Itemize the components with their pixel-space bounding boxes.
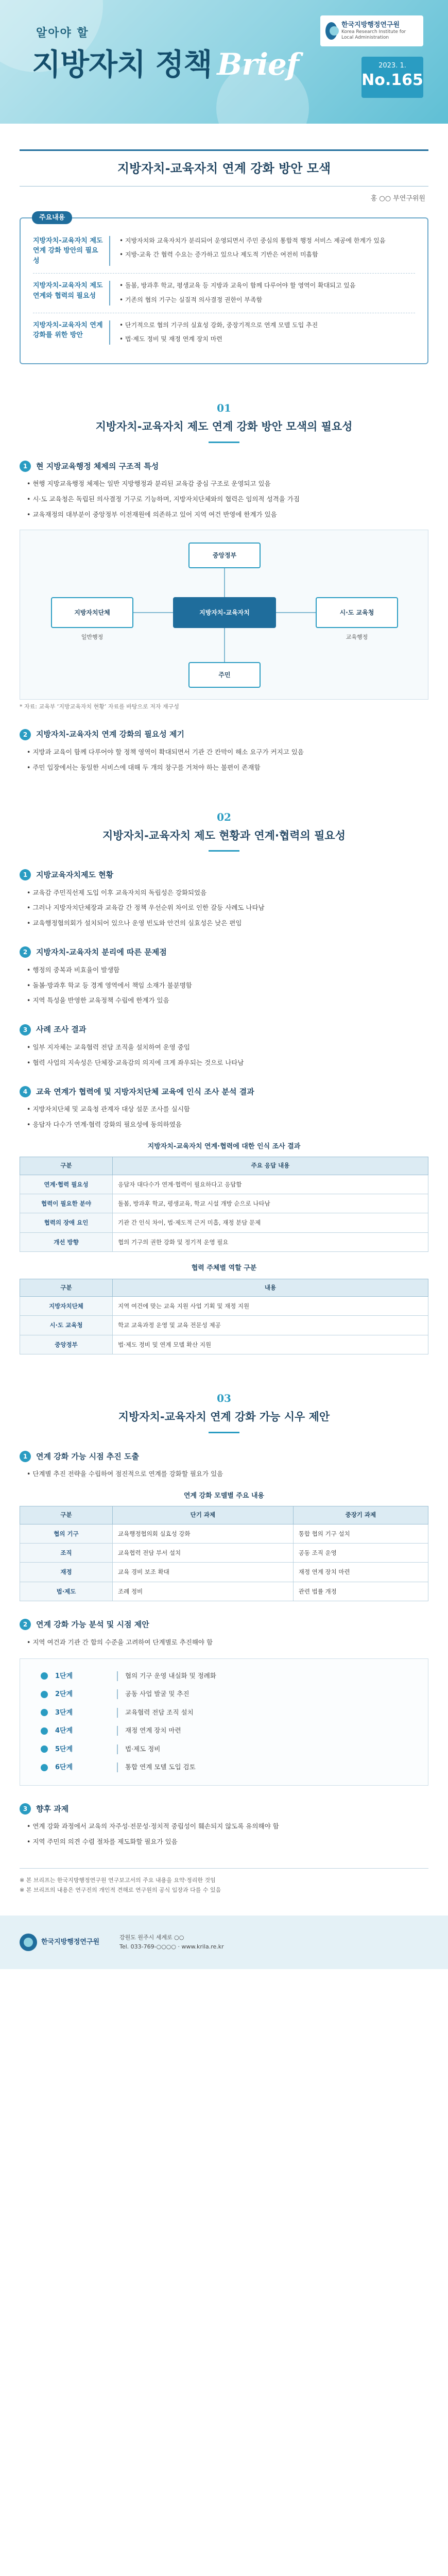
subsection <box>20 1086 428 1130</box>
paragraph: • 시·도 교육청은 독립된 의사결정 기구로 기능하며, 지방자치단체와의 협력은 임의적 성격을 가짐 <box>27 495 300 503</box>
table-cell: 법·제도 정비 및 연계 모델 확산 지원 <box>113 1335 428 1354</box>
table-cell: 교육 경비 보조 확대 <box>113 1563 294 1582</box>
subsection-title: 향후 과제 <box>36 1804 69 1814</box>
section-title: 지방자치-교육자치 연계 강화 가능 시우 제안 <box>118 1411 330 1423</box>
summary-label: 지방자치-교육자치 제도 연계와 협력의 필요성 <box>33 281 110 306</box>
step-dot-icon <box>41 1672 48 1680</box>
table-cell: 협력이 필요한 분야 <box>20 1194 113 1213</box>
paragraph: • 일부 지자체는 교육협력 전담 조직을 설치하여 운영 중임 <box>27 1043 190 1051</box>
subsection <box>20 869 428 929</box>
summary-label: 지방자치-교육자치 연계 강화를 위한 방안 <box>33 320 110 345</box>
paragraph: • 협력 사업의 지속성은 단체장·교육감의 의지에 크게 좌우되는 것으로 나타남 <box>27 1058 244 1066</box>
footer-org: 한국지방행정연구원 <box>41 1938 100 1946</box>
step-dot-icon <box>41 1709 48 1716</box>
table-title: 협력 주체별 역할 구분 <box>191 1264 257 1273</box>
subsection <box>20 1451 428 1480</box>
paragraph: • 지방과 교육이 함께 다루어야 할 정책 영역이 확대되면서 기관 간 칸막이 해소 요구가 커지고 있음 <box>27 748 304 756</box>
section-divider <box>209 1432 239 1433</box>
table-row <box>20 1232 428 1251</box>
table-cell: 교육행정협의회 실효성 강화 <box>113 1524 294 1543</box>
masthead-title-brief: Brief <box>217 47 299 82</box>
paragraph: • 지역 특성을 반영한 교육정책 수립에 한계가 있음 <box>27 996 169 1005</box>
table-cell: 학교 교육과정 운영 및 교육 전문성 제공 <box>113 1316 428 1335</box>
table-cell: 재정 <box>20 1563 113 1582</box>
timeline-step <box>41 1726 407 1736</box>
table-title: 지방자치-교육자치 연계·협력에 대한 인식 조사 결과 <box>147 1142 301 1150</box>
subsection-title: 연계 강화 가능 시점 추진 도출 <box>36 1451 139 1461</box>
summary-row <box>33 229 415 274</box>
references <box>20 1868 428 1895</box>
diagram-note: 교육행정 <box>346 633 368 640</box>
timeline-step <box>41 1708 407 1718</box>
step-dot-icon <box>41 1727 48 1735</box>
org-name-en: Korea Research Institute for Local Administration <box>341 29 406 40</box>
timeline-step <box>41 1671 407 1682</box>
paragraph: • 그러나 지방자치단체장과 교육감 간 정책 우선순위 차이로 인한 갈등 사례도 나타남 <box>27 904 265 912</box>
table-cell: 협력의 장애 요인 <box>20 1213 113 1232</box>
section-number: 01 <box>217 402 231 415</box>
table-row <box>20 1316 428 1335</box>
table-cell: 시·도 교육청 <box>20 1316 113 1335</box>
table-header: 구분 <box>20 1506 113 1524</box>
section-divider <box>209 850 239 852</box>
author: 홍 ○○ 부연구위원 <box>370 195 425 202</box>
paragraph: • 지역 주민의 의견 수렴 절차를 제도화할 필요가 있음 <box>27 1837 178 1845</box>
masthead-tagline: 알아야 할 <box>36 27 89 40</box>
table-title: 연계 강화 모델별 주요 내용 <box>183 1492 265 1500</box>
page-title: 지방자치-교육자치 연계 강화 방안 모색 <box>20 149 428 187</box>
diagram-connector <box>133 612 173 613</box>
table-header: 단기 과제 <box>113 1506 294 1524</box>
diagram-center: 지방자치-교육자치 <box>173 597 276 628</box>
table-cell: 조례 정비 <box>113 1582 294 1601</box>
org-emblem-icon <box>325 22 337 40</box>
table-header: 구분 <box>20 1157 113 1175</box>
section-title: 지방자치-교육자치 제도 현황과 연계·협력의 필요성 <box>102 829 346 842</box>
footer-contact: Tel. 033-769-○○○○ · www.krila.re.kr <box>119 1943 224 1951</box>
step-stage: 5단계 <box>55 1745 73 1753</box>
table-header-row <box>20 1506 428 1524</box>
section-divider <box>209 442 239 443</box>
figure-caption: * 자료: 교육부 ‘지방교육자치 현황’ 자료를 바탕으로 저자 재구성 <box>20 703 179 710</box>
table-row <box>20 1296 428 1315</box>
step-dot-icon <box>41 1691 48 1698</box>
step-desc: 교육협력 전담 조직 설치 <box>117 1708 194 1718</box>
paragraph: • 주민 입장에서는 동일한 서비스에 대해 두 개의 창구를 거쳐야 하는 불편이 존재함 <box>27 763 261 771</box>
table-cell: 조직 <box>20 1544 113 1563</box>
model-table <box>20 1506 428 1601</box>
table-cell: 개선 방향 <box>20 1232 113 1251</box>
summary-box <box>20 213 428 365</box>
reference-line: ※ 본 브리프는 한국지방행정연구원 연구보고서의 주요 내용을 요약·정리한 것임 <box>20 1876 216 1884</box>
table-cell: 관련 법률 개정 <box>293 1582 428 1601</box>
subsection <box>20 461 428 520</box>
footer-logo <box>20 1934 107 1951</box>
table-row <box>20 1524 428 1543</box>
bullet-icon: 2 <box>20 946 31 958</box>
table-cell: 중앙정부 <box>20 1335 113 1354</box>
table-row <box>20 1213 428 1232</box>
table-row <box>20 1582 428 1601</box>
paragraph: • 지역 여건과 기관 간 합의 수준을 고려하여 단계별로 추진해야 함 <box>27 1638 213 1646</box>
subsection <box>20 946 428 1006</box>
table-header-row <box>20 1279 428 1296</box>
section-number: 02 <box>217 810 231 823</box>
diagram-connector <box>224 568 225 597</box>
summary-label: 지방자치-교육자치 제도 연계 강화 방안의 필요성 <box>33 236 110 266</box>
structure-diagram <box>20 530 428 700</box>
summary-text: • 기존의 협의 기구는 실질적 의사결정 권한이 부족함 <box>119 296 263 303</box>
table-row <box>20 1175 428 1194</box>
subsection-title: 지방교육자치제도 현황 <box>36 870 114 880</box>
bullet-icon: 1 <box>20 1451 31 1462</box>
section-number: 03 <box>217 1392 231 1405</box>
step-stage: 4단계 <box>55 1727 73 1735</box>
masthead-title-ko: 지방자치 정책 <box>32 47 212 82</box>
paragraph: • 행정의 중복과 비효율이 발생함 <box>27 965 120 974</box>
org-emblem-icon <box>20 1934 37 1951</box>
step-dot-icon <box>41 1764 48 1771</box>
table-cell: 교육협력 전담 부서 설치 <box>113 1544 294 1563</box>
table-cell: 재정 연계 장치 마련 <box>293 1563 428 1582</box>
subsection-title: 연계 강화 가능 분석 및 시점 제안 <box>36 1620 149 1630</box>
summary-text: • 지방자치와 교육자치가 분리되어 운영되면서 주민 중심의 통합적 행정 서비스 제공에 한계가 있음 <box>119 236 386 244</box>
table-row <box>20 1194 428 1213</box>
table-header: 중장기 과제 <box>293 1506 428 1524</box>
table-cell: 협의 기구의 권한 강화 및 정기적 운영 필요 <box>113 1232 428 1251</box>
summary-text: • 단기적으로 협의 기구의 실효성 강화, 중장기적으로 연계 모델 도입 추진 <box>119 321 318 329</box>
table-cell: 협의 기구 <box>20 1524 113 1543</box>
section-heading <box>20 400 428 443</box>
step-desc: 공동 사업 발굴 및 추진 <box>117 1689 189 1699</box>
step-desc: 협의 기구 운영 내실화 및 정례화 <box>117 1671 216 1681</box>
issue-date: 2023. 1. <box>378 62 406 70</box>
subsection <box>20 1024 428 1068</box>
org-name: 한국지방행정연구원 <box>341 21 400 29</box>
section-title: 지방자치-교육자치 제도 연계 강화 방안 모색의 필요성 <box>95 420 353 433</box>
table-cell: 지방자치단체 <box>20 1296 113 1315</box>
summary-row <box>33 313 415 352</box>
subsection-title: 지방자치-교육자치 연계 강화의 필요성 제기 <box>36 730 184 739</box>
table-cell: 돌봄, 방과후 학교, 평생교육, 학교 시설 개방 순으로 나타남 <box>113 1194 428 1213</box>
roles-table <box>20 1279 428 1354</box>
step-dot-icon <box>41 1745 48 1753</box>
diagram-top: 중앙정부 <box>188 543 261 568</box>
table-cell: 공동 조직 운영 <box>293 1544 428 1563</box>
table-header: 내용 <box>113 1279 428 1296</box>
paragraph: • 돌봄·방과후 학교 등 경계 영역에서 책임 소재가 불분명함 <box>27 981 192 989</box>
diagram-left: 지방자치단체 <box>51 597 133 628</box>
subsection <box>20 1803 428 1848</box>
subsection-title: 지방자치-교육자치 분리에 따른 문제점 <box>36 947 167 957</box>
subsection <box>20 1619 428 1648</box>
bullet-icon: 4 <box>20 1086 31 1097</box>
bullet-icon: 3 <box>20 1024 31 1036</box>
timeline-step <box>41 1689 407 1700</box>
diagram-connector <box>224 628 225 662</box>
paragraph: • 응답자 다수가 연계·협력 강화의 필요성에 동의하였음 <box>27 1120 182 1128</box>
subsection-title: 사례 조사 결과 <box>36 1025 87 1035</box>
table-row <box>20 1335 428 1354</box>
step-desc: 통합 연계 모델 도입 검토 <box>117 1762 196 1772</box>
summary-tag: 주요내용 <box>32 211 72 225</box>
timeline-step <box>41 1762 407 1773</box>
timeline-step <box>41 1744 407 1755</box>
section-heading <box>20 809 428 852</box>
diagram-right: 시·도 교육청 <box>316 597 398 628</box>
step-stage: 3단계 <box>55 1708 73 1717</box>
table-cell: 기관 간 인식 차이, 법·제도적 근거 미흡, 재정 분담 문제 <box>113 1213 428 1232</box>
subsection <box>20 728 428 773</box>
table-header: 구분 <box>20 1279 113 1296</box>
subsection-title: 현 지방교육행정 체제의 구조적 특성 <box>36 461 159 471</box>
summary-row <box>33 274 415 313</box>
step-stage: 2단계 <box>55 1690 73 1699</box>
masthead-title <box>32 42 299 87</box>
summary-text: • 돌봄, 방과후 학교, 평생교육 등 지방과 교육이 함께 다루어야 할 영역이 확대되고 있음 <box>119 282 356 289</box>
table-cell: 법·제도 <box>20 1582 113 1601</box>
footer-address: 강원도 원주시 세계로 ○○ <box>119 1934 184 1941</box>
paragraph: • 연계 강화 과정에서 교육의 자주성·전문성·정치적 중립성이 훼손되지 않도록 유의해야 함 <box>27 1822 279 1831</box>
reference-line: ※ 본 브리프의 내용은 연구진의 개인적 견해로 연구원의 공식 입장과 다를 수 있음 <box>20 1886 221 1893</box>
step-stage: 6단계 <box>55 1764 73 1772</box>
bullet-icon: 2 <box>20 729 31 740</box>
table-cell: 지역 여건에 맞는 교육 지원 사업 기획 및 재정 지원 <box>113 1296 428 1315</box>
step-desc: 법·제도 정비 <box>117 1744 160 1754</box>
masthead <box>0 0 448 124</box>
footer <box>0 1916 448 1969</box>
bullet-icon: 3 <box>20 1803 31 1815</box>
summary-text: • 지방-교육 간 협력 수요는 증가하고 있으나 제도적 기반은 여전히 미흡함 <box>119 251 318 259</box>
survey-table <box>20 1157 428 1252</box>
paragraph: • 교육재정의 대부분이 중앙정부 이전재원에 의존하고 있어 지역 여건 반영에 한계가 있음 <box>27 510 277 518</box>
table-row <box>20 1544 428 1563</box>
step-desc: 재정 연계 장치 마련 <box>117 1726 181 1736</box>
org-logo <box>320 15 423 46</box>
issue-number: No.165 <box>361 71 423 89</box>
paragraph: • 단계별 추진 전략을 수립하여 점진적으로 연계를 강화할 필요가 있음 <box>27 1470 223 1478</box>
step-stage: 1단계 <box>55 1672 73 1680</box>
bullet-icon: 2 <box>20 1619 31 1630</box>
paragraph: • 현행 지방교육행정 체제는 일반 지방행정과 분리된 교육감 중심 구조로 운영되고 있음 <box>27 480 271 488</box>
table-header: 주요 응답 내용 <box>113 1157 428 1175</box>
paragraph: • 교육행정협의회가 설치되어 있으나 운영 빈도와 안건의 실효성은 낮은 편임 <box>27 919 242 927</box>
bullet-icon: 1 <box>20 869 31 880</box>
table-cell: 연계·협력 필요성 <box>20 1175 113 1194</box>
paragraph: • 교육감 주민직선제 도입 이후 교육자치의 독립성은 강화되었음 <box>27 888 207 896</box>
issue-badge <box>361 57 423 98</box>
table-cell: 통합 협의 기구 설치 <box>293 1524 428 1543</box>
roadmap-timeline <box>20 1658 428 1786</box>
table-header-row <box>20 1157 428 1175</box>
diagram-connector <box>276 612 316 613</box>
diagram-note: 일반행정 <box>81 633 104 640</box>
subsection-title: 교육 연계가 협력에 및 지방자치단체 교육에 인식 조사 분석 결과 <box>36 1087 254 1096</box>
summary-text: • 법·제도 정비 및 재정 연계 장치 마련 <box>119 335 222 343</box>
diagram-bottom: 주민 <box>188 662 261 688</box>
paragraph: • 지방자치단체 및 교육청 관계자 대상 설문 조사를 실시함 <box>27 1105 190 1113</box>
table-cell: 응답자 대다수가 연계·협력이 필요하다고 응답함 <box>113 1175 428 1194</box>
bullet-icon: 1 <box>20 461 31 472</box>
table-row <box>20 1563 428 1582</box>
section-heading <box>20 1391 428 1433</box>
